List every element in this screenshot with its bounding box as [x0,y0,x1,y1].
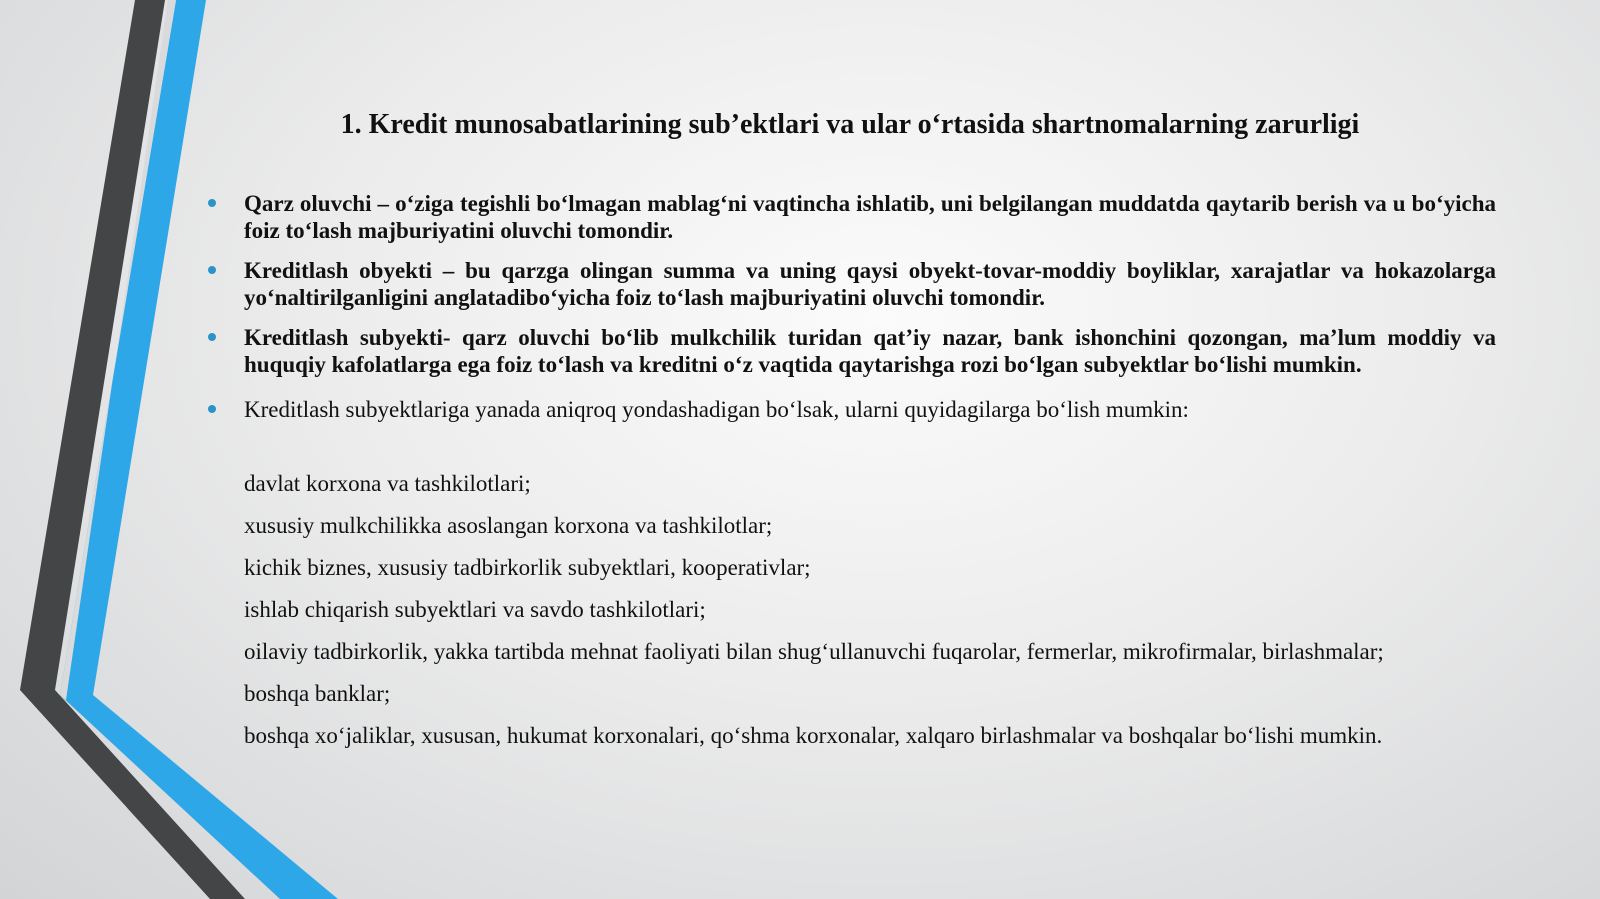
bullet-text: Qarz oluvchi – o‘ziga tegishli bo‘lmagan mablag‘ni vaqtincha ishlatib, uni belgilangan muddatda qaytarib berish va u bo‘yicha foiz to‘lash majburiyatini oluvchi tomondir. [244,191,1496,243]
list-item: boshqa banklar; [244,681,391,706]
bullet-dot-icon [208,266,216,274]
bullet-text: Kreditlash obyekti – bu qarzga olingan summa va uning qaysi obyekt-tovar-moddiy boyliklar, xarajatlar va hokazolarga yo‘naltirilganligini anglatadibo‘yicha foiz to‘lash majburiyatini oluvchi tomondir. [244,258,1496,310]
bullet-kreditlash-obyekti [200,257,1496,311]
bullet-text: Kreditlash subyekti- qarz oluvchi bo‘lib mulkchilik turidan qat’iy nazar, bank ishonchini qozongan, ma’lum moddiy va huquqiy kafolatlarga ega foiz to‘lash va kreditni o‘z vaqtida qaytarishga rozi bo‘lgan subyektlar bo‘lishi mumkin. [244,325,1496,377]
list-item: ishlab chiqarish subyektlari va savdo tashkilotlari; [244,597,706,622]
bullet-dot-icon [208,333,216,341]
bullet-kreditlash-subyekti [200,324,1496,378]
list-item: davlat korxona va tashkilotlari; [244,471,531,496]
bullet-kreditlash-subyektlari [200,396,1496,423]
list-item: oilaviy tadbirkorlik, yakka tartibda mehnat faoliyati bilan shug‘ullanuvchi fuqarolar, fermerlar, mikrofirmalar, birlashmalar; [244,639,1384,664]
bullet-dot-icon [208,405,216,413]
list-item: xususiy mulkchilikka asoslangan korxona va tashkilotlar; [244,513,773,538]
subject-types-list [244,463,1494,757]
bullet-list [200,190,1496,436]
bullet-dot-icon [208,199,216,207]
list-item: boshqa xo‘jaliklar, xususan, hukumat korxonalari, qo‘shma korxonalar, xalqaro birlashmalar va boshqalar bo‘lishi mumkin. [244,723,1383,748]
slide-title: 1. Kredit munosabatlarining sub’ektlari va ular o‘rtasida shartnomalarning zarurligi [340,109,1360,140]
bullet-qarz-oluvchi [200,190,1496,244]
bullet-text: Kreditlash subyektlariga yanada aniqroq yondashadigan bo‘lsak, ularni quyidagilarga bo‘lish mumkin: [244,397,1189,422]
list-item: kichik biznes, xususiy tadbirkorlik subyektlari, kooperativlar; [244,555,811,580]
